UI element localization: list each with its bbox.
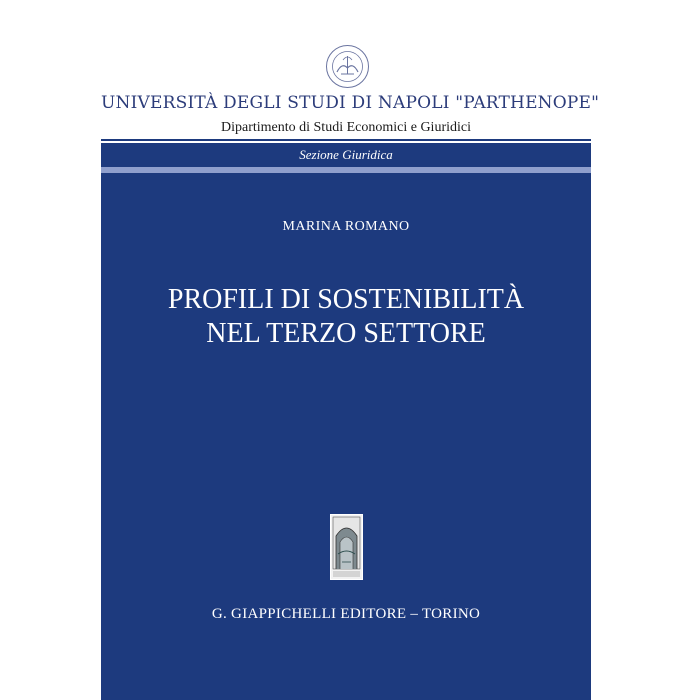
university-name: UNIVERSITÀ DEGLI STUDI DI NAPOLI "PARTHENOPE"	[101, 93, 600, 113]
publisher-logo-icon	[330, 514, 363, 580]
title-line-2: NEL TERZO SETTORE	[206, 318, 486, 349]
section-label: Sezione Giuridica	[299, 147, 393, 162]
book-title	[101, 283, 591, 351]
divider	[101, 141, 591, 143]
department-name: Dipartimento di Studi Economici e Giuridici	[220, 120, 471, 135]
author-name: MARINA ROMANO	[282, 219, 410, 234]
book-cover	[101, 0, 600, 700]
title-line-1: PROFILI DI SOSTENIBILITÀ	[167, 284, 525, 315]
publisher-name: G. GIAPPICHELLI EDITORE – TORINO	[211, 606, 481, 622]
university-seal-icon	[325, 44, 370, 89]
cover-header	[101, 0, 600, 139]
divider-band	[101, 167, 591, 173]
